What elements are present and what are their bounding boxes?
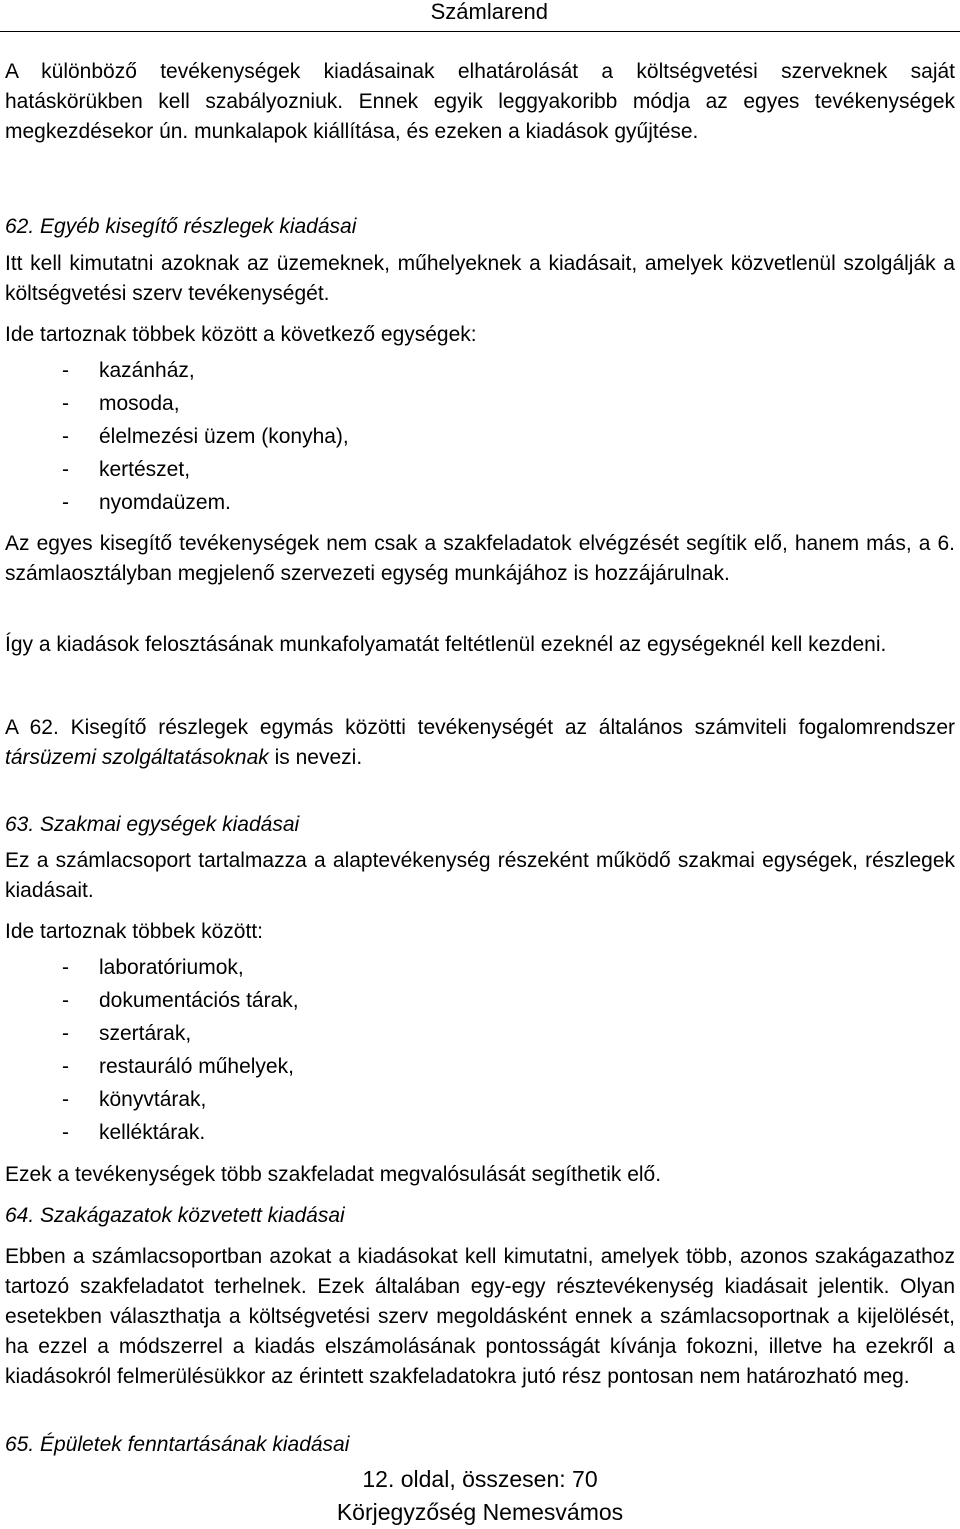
list-item <box>62 953 299 986</box>
section-63-heading-text: 63. Szakmai egységek kiadásai <box>5 813 300 836</box>
list-marker: - <box>62 1088 69 1111</box>
list-item-text: nyomdaüzem. <box>99 491 231 514</box>
paragraph-text: is nevezi. <box>268 746 363 769</box>
paragraph-text: A 62. Kisegítő részlegek egymás közötti tevékenységét az általános számviteli fogalomrendszer <box>5 716 955 739</box>
header-rule <box>0 31 960 32</box>
section-64-heading: 64. Szakágazatok közvetett kiadásai <box>5 1204 345 1227</box>
list-item <box>62 356 349 389</box>
list-item-text: könyvtárak, <box>99 1088 207 1111</box>
section-65-heading: 65. Épületek fenntartásának kiadásai <box>5 1433 350 1456</box>
list-marker: - <box>62 359 69 382</box>
list-marker: - <box>62 956 69 979</box>
list-item <box>62 488 349 521</box>
list-marker: - <box>62 1121 69 1144</box>
section-62-paragraph-3: Az egyes kisegítő tevékenységek nem csak a szakfeladatok elvégzését segítik elő, hanem más, a 6. számlaosztályban megjelenő szervezeti egység munkájához is hozzájárulnak. <box>5 532 955 585</box>
section-63-paragraph-2: Ide tartoznak többek között: <box>5 920 263 943</box>
intro-paragraph: A különböző tevékenységek kiadásainak elhatárolását a költségvetési szerveknek saját hatáskörükben kell szabályozniuk. Ennek egyik leggyakoribb módja az egyes tevékenységek megkezdésekor ún. munkalapok kiállítása, és ezeken a kiadások gyűjtése. <box>5 60 955 143</box>
list-item-text: kelléktárak. <box>99 1121 206 1144</box>
section-63-heading <box>5 810 955 840</box>
list-item <box>62 1052 299 1085</box>
list-item-text: laboratóriumok, <box>99 956 244 979</box>
section-62-heading: 62. Egyéb kisegítő részlegek kiadásai <box>5 215 357 238</box>
list-item-text: szertárak, <box>99 1022 192 1045</box>
page-number: 12. oldal, összesen: 70 <box>362 1466 598 1492</box>
list-marker: - <box>62 491 69 514</box>
list-item <box>62 1019 299 1052</box>
list-item-text: restauráló műhelyek, <box>99 1055 294 1078</box>
list-item <box>62 986 299 1019</box>
section-63-paragraph-1: Ez a számlacsoport tartalmazza a alaptevékenység részeként működő szakmai egységek, részlegek kiadásait. <box>5 849 955 902</box>
section-64-paragraph-1: Ebben a számlacsoportban azokat a kiadásokat kell kimutatni, amelyek több, azonos szakágazathoz tartozó szakfeladatot terhelnek. Ezek általában egy-egy résztevékenység kiadásait jelentik. Olyan esetekben választhatja a költségvetési szerv megoldásként ennek a számlacsoportnak a kijelölését, ha ezzel a módszerrel a kiadás elszámolásának pontosságát kívánja fokozni, illetve ha ezekről a kiadásokról felmerülésükkor az érintett szakfeladatokra jutó rész pontosan nem határozható meg. <box>5 1245 955 1388</box>
italic-term: társüzemi szolgáltatásoknak <box>5 746 269 769</box>
list-item-text: mosoda, <box>99 392 180 415</box>
list-marker: - <box>62 458 69 481</box>
list-marker: - <box>62 392 69 415</box>
list-item-text: kazánház, <box>99 359 195 382</box>
section-62-paragraph-2: Ide tartoznak többek között a következő egységek: <box>5 323 477 346</box>
section-62-unit-list <box>62 356 349 521</box>
list-marker: - <box>62 1055 69 1078</box>
page-header: Számlarend <box>430 0 548 24</box>
list-item-text: élelmezési üzem (konyha), <box>99 425 349 448</box>
list-marker: - <box>62 1022 69 1045</box>
footer-organization: Körjegyzőség Nemesvámos <box>336 1499 624 1525</box>
list-item <box>62 389 349 422</box>
section-62-paragraph-5 <box>5 713 955 773</box>
section-62-paragraph-4: Így a kiadások felosztásának munkafolyamatát feltétlenül ezeknél az egységeknél kell kezdeni. <box>5 633 887 656</box>
list-item <box>62 422 349 455</box>
section-63-paragraph-3: Ezek a tevékenységek több szakfeladat megvalósulását segíthetik elő. <box>5 1163 662 1186</box>
list-marker: - <box>62 989 69 1012</box>
section-63-unit-list <box>62 953 299 1151</box>
section-62-paragraph-1: Itt kell kimutatni azoknak az üzemeknek, műhelyeknek a kiadásait, amelyek közvetlenül szolgálják a költségvetési szerv tevékenységét. <box>5 252 955 305</box>
list-item-text: kertészet, <box>99 458 191 481</box>
list-item <box>62 455 349 488</box>
list-item-text: dokumentációs tárak, <box>99 989 299 1012</box>
list-item <box>62 1085 299 1118</box>
list-marker: - <box>62 425 69 448</box>
list-item <box>62 1118 299 1151</box>
